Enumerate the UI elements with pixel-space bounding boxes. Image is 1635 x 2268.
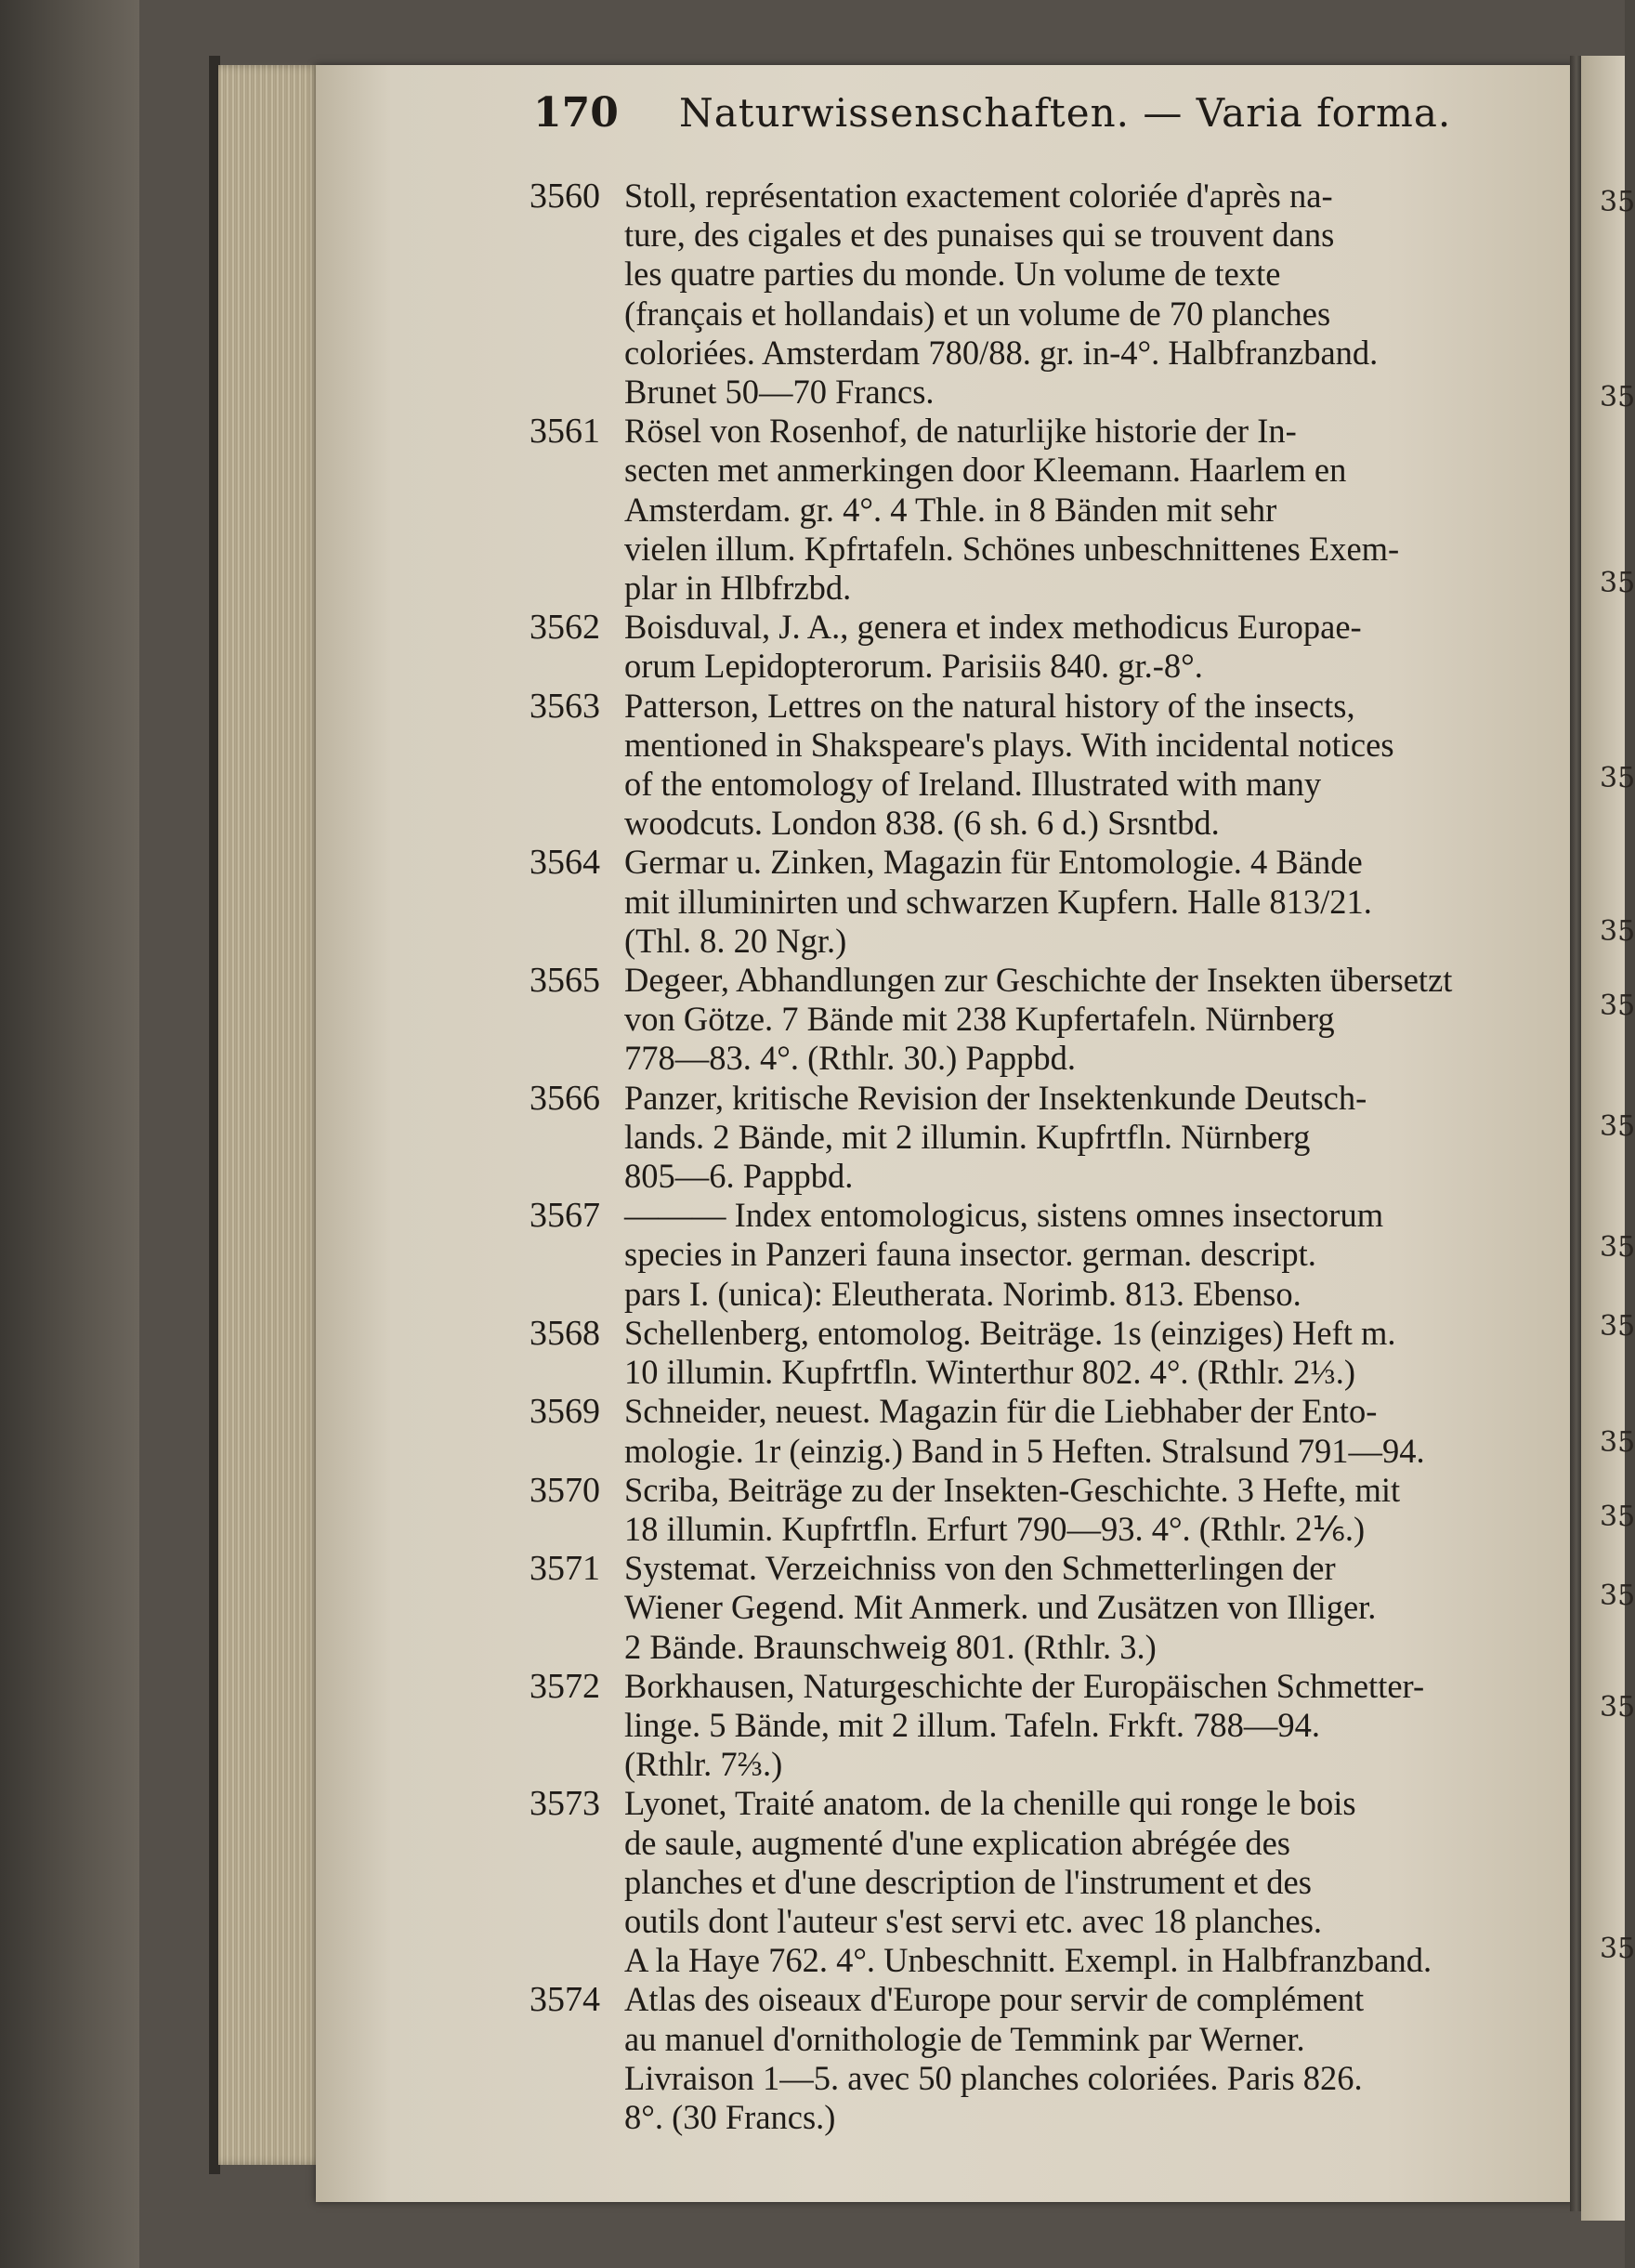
next-page-entry-number: 35 <box>1600 186 1635 218</box>
entry-line: 18 illumin. Kupfrtfln. Erfurt 790—93. 4°. (Rthlr. 2⅙.) <box>624 1509 1366 1548</box>
next-page-entry-number: 35 <box>1600 381 1635 413</box>
next-page-entry-number: 35 <box>1600 567 1635 599</box>
entry-line: orum Lepidopterorum. Parisiis 840. gr.-8°. <box>624 647 1203 686</box>
entry-line: Rösel von Rosenhof, de naturlijke historie der In- <box>624 412 1297 451</box>
catalog-entry <box>530 177 1542 412</box>
next-page-entry-number: 35 <box>1600 1501 1635 1533</box>
entry-line: species in Panzeri fauna insector. german. descript. <box>624 1235 1316 1274</box>
entry-number: 3561 <box>530 412 600 452</box>
entry-line: 778—83. 4°. (Rthlr. 30.) Pappbd. <box>624 1039 1077 1078</box>
entry-line: Systemat. Verzeichniss von den Schmetterlingen der <box>624 1549 1336 1588</box>
entry-line: Germar u. Zinken, Magazin für Entomologie. 4 Bände <box>624 843 1363 882</box>
entry-line: Atlas des oiseaux d'Europe pour servir de complément <box>624 1980 1365 2019</box>
next-page-entry-number: 35 <box>1600 1310 1635 1343</box>
entry-line: of the entomology of Ireland. Illustrated with many <box>624 765 1322 804</box>
entry-line: mit illuminirten und schwarzen Kupfern. Halle 813/21. <box>624 882 1372 921</box>
catalog-entry <box>530 1392 1542 1470</box>
entry-line: Stoll, représentation exactement coloriée d'après na- <box>624 177 1333 215</box>
entry-line: mentioned in Shakspeare's plays. With incidental notices <box>624 725 1394 764</box>
entry-line: Borkhausen, Naturgeschichte der Europäischen Schmetter- <box>624 1666 1425 1705</box>
entry-line: plar in Hlbfrzbd. <box>624 569 852 608</box>
next-page-entry-number: 35 <box>1600 1691 1635 1724</box>
page-number: 170 <box>533 89 619 137</box>
entry-line: outils dont l'auteur s'est servi etc. avec 18 planches. <box>624 1901 1323 1940</box>
next-page-entry-number: 35 <box>1600 990 1635 1022</box>
entry-line: Brunet 50—70 Francs. <box>624 373 935 412</box>
running-title: Naturwissenschaften. — Varia forma. <box>678 90 1452 136</box>
running-header <box>533 89 1451 137</box>
entry-line: (Thl. 8. 20 Ngr.) <box>624 921 847 960</box>
entry-line: Schellenberg, entomolog. Beiträge. 1s (einziges) Heft m. <box>624 1313 1396 1352</box>
next-page-entry-number: 35 <box>1600 1426 1635 1459</box>
catalog-entry <box>530 1196 1542 1314</box>
catalog-entry <box>530 1784 1542 1980</box>
catalog-entry <box>530 1079 1542 1197</box>
catalog-entry <box>530 843 1542 961</box>
entry-number: 3564 <box>530 843 600 883</box>
entry-line: de saule, augmenté d'une explication abrégée des <box>624 1823 1291 1862</box>
entry-line: lands. 2 Bände, mit 2 illumin. Kupfrtfln. Nürnberg <box>624 1117 1311 1156</box>
entry-line: ture, des cigales et des punaises qui se trouvent dans <box>624 216 1335 255</box>
entry-line: planches et d'une description de l'instrument et des <box>624 1862 1312 1901</box>
book-binding-left <box>0 0 139 2268</box>
catalog-entry <box>530 1314 1542 1392</box>
entry-line: 8°. (30 Francs.) <box>624 2097 836 2136</box>
entry-number: 3565 <box>530 961 600 1001</box>
entry-line: Wiener Gegend. Mit Anmerk. und Zusätzen von Illiger. <box>624 1588 1377 1627</box>
entry-line: 10 illumin. Kupfrtfln. Winterthur 802. 4°. (Rthlr. 2⅓.) <box>624 1353 1355 1392</box>
entry-number: 3566 <box>530 1078 600 1118</box>
entry-line: ——— Index entomologicus, sistens omnes insectorum <box>624 1196 1384 1235</box>
entry-number: 3571 <box>530 1549 600 1589</box>
entry-number: 3567 <box>530 1196 600 1236</box>
catalog-entry <box>530 687 1542 844</box>
entry-line: Degeer, Abhandlungen zur Geschichte der Insekten übersetzt <box>624 961 1453 1000</box>
entry-line: au manuel d'ornithologie de Temmink par Werner. <box>624 2019 1305 2058</box>
entry-number: 3560 <box>530 177 600 216</box>
next-page-entry-number: 35 <box>1600 1110 1635 1143</box>
entry-line: mologie. 1r (einzig.) Band in 5 Heften. Stralsund 791—94. <box>624 1431 1425 1470</box>
next-page-entry-number: 35 <box>1600 1231 1635 1264</box>
entry-line: 805—6. Pappbd. <box>624 1157 854 1196</box>
entry-line: Panzer, kritische Revision der Insektenkunde Deutsch- <box>624 1078 1367 1117</box>
entry-line: Amsterdam. gr. 4°. 4 Thle. in 8 Bänden mit sehr <box>624 490 1277 529</box>
entry-line: Schneider, neuest. Magazin für die Liebhaber der Ento- <box>624 1392 1378 1431</box>
entry-line: Patterson, Lettres on the natural history of the insects, <box>624 686 1355 725</box>
entry-line: A la Haye 762. 4°. Unbeschnitt. Exempl. in Halbfranzband. <box>624 1941 1432 1980</box>
next-page-entry-number: 35 <box>1600 762 1635 794</box>
entry-number: 3574 <box>530 1980 600 2020</box>
entry-line: (Rthlr. 7⅔.) <box>624 1745 783 1784</box>
catalog-entry <box>530 1667 1542 1785</box>
catalog-entry <box>530 1980 1542 2137</box>
entry-line: von Götze. 7 Bände mit 238 Kupfertafeln. Nürnberg <box>624 1000 1335 1039</box>
catalog-entry <box>530 608 1542 686</box>
catalog-entry <box>530 961 1542 1079</box>
catalog-entry <box>530 412 1542 608</box>
entry-number: 3562 <box>530 608 600 648</box>
entry-line: linge. 5 Bände, mit 2 illum. Tafeln. Frkft. 788—94. <box>624 1705 1320 1744</box>
page-edges <box>218 65 330 2165</box>
entry-line: Boisduval, J. A., genera et index methodicus Europae- <box>624 608 1362 647</box>
entry-line: Lyonet, Traité anatom. de la chenille qui ronge le bois <box>624 1784 1356 1823</box>
catalog-entry <box>530 1471 1542 1549</box>
next-page-entry-number: 35 <box>1600 915 1635 948</box>
next-page-entry-number: 35 <box>1600 1580 1635 1612</box>
entry-line: vielen illum. Kpfrtafeln. Schönes unbeschnittenes Exem- <box>624 529 1400 568</box>
entry-line: Scriba, Beiträge zu der Insekten-Geschichte. 3 Hefte, mit <box>624 1470 1401 1509</box>
entry-number: 3569 <box>530 1392 600 1432</box>
catalog-entries <box>530 177 1542 2137</box>
entry-number: 3570 <box>530 1470 600 1510</box>
entry-number: 3568 <box>530 1313 600 1353</box>
entry-number: 3573 <box>530 1784 600 1824</box>
next-page-entry-number: 35 <box>1600 1933 1635 1965</box>
entry-line: coloriées. Amsterdam 780/88. gr. in-4°. Halbfranzband. <box>624 333 1379 372</box>
entry-number: 3563 <box>530 686 600 726</box>
catalog-entry <box>530 1549 1542 1667</box>
entry-number: 3572 <box>530 1666 600 1706</box>
entry-line: secten met anmerkingen door Kleemann. Haarlem en <box>624 451 1347 490</box>
entry-line: les quatre parties du monde. Un volume de texte <box>624 255 1281 294</box>
entry-line: woodcuts. London 838. (6 sh. 6 d.) Srsntbd. <box>624 804 1220 843</box>
entry-line: (français et hollandais) et un volume de 70 planches <box>624 294 1331 333</box>
entry-line: 2 Bände. Braunschweig 801. (Rthlr. 3.) <box>624 1627 1157 1666</box>
entry-line: Livraison 1—5. avec 50 planches coloriées. Paris 826. <box>624 2058 1363 2097</box>
entry-line: pars I. (unica): Eleutherata. Norimb. 813. Ebenso. <box>624 1274 1301 1313</box>
